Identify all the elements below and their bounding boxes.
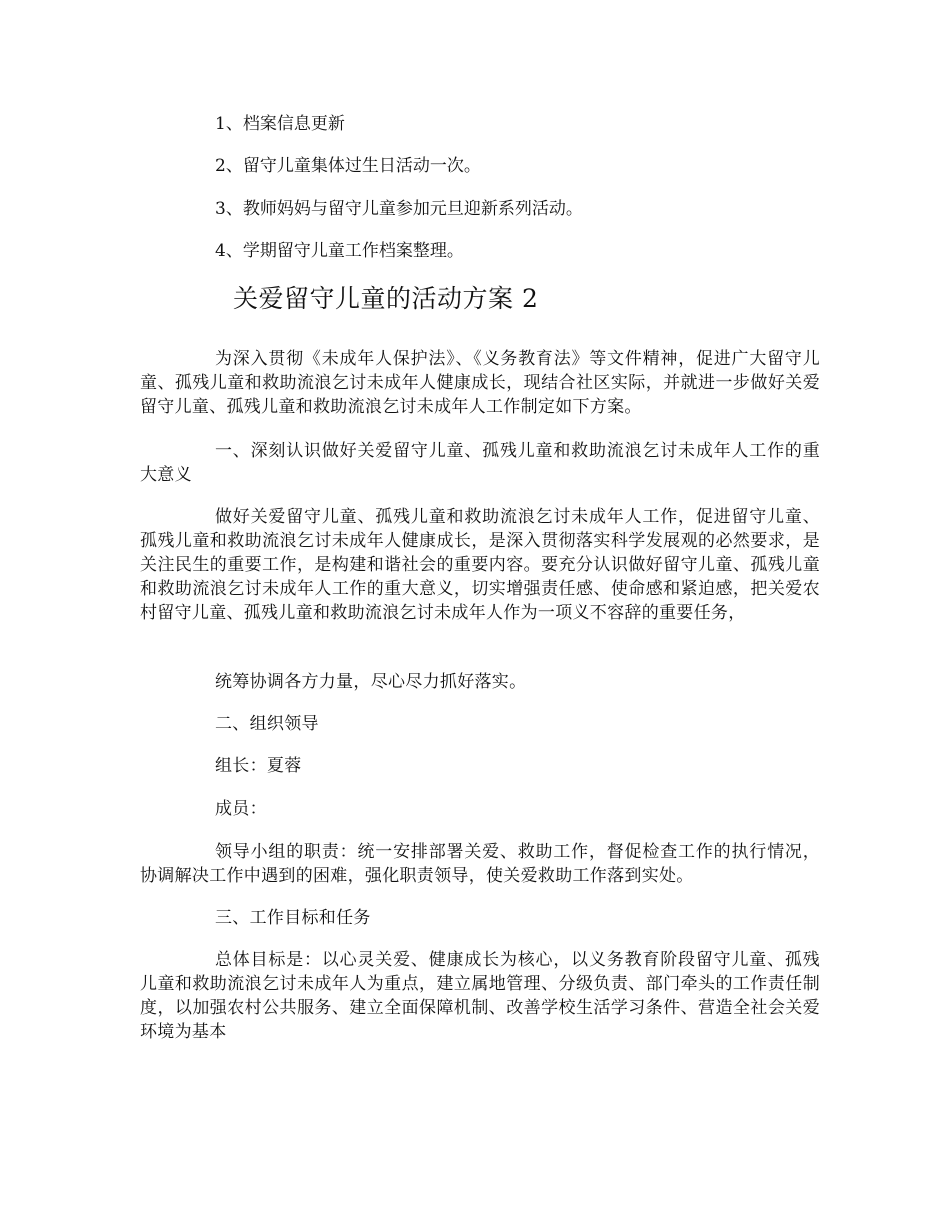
paragraph-significance: 做好关爱留守儿童、孤残儿童和救助流浪乞讨未成年人工作，促进留守儿童、孤残儿童和救助流浪乞讨未成年人健康成长，是深入贯彻落实科学发展观的必然要求，是关注民生的重要工作，是构建和谐社会的重要内容。要充分认识做好留守儿童、孤残儿童和救助流浪乞讨未成年人工作的重大意义，切实增强责任感、使命感和紧迫感，把关爱农村留守儿童、孤残儿童和救助流浪乞讨未成年人作为一项义不容辞的重要任务， bbox=[140, 507, 820, 623]
paragraph-group-leader: 组长：夏蓉 bbox=[215, 756, 302, 776]
list-item-1: 1、档案信息更新 bbox=[215, 114, 345, 134]
paragraph-heading-1: 一、深刻认识做好关爱留守儿童、孤残儿童和救助流浪乞讨未成年人工作的重大意义 bbox=[140, 441, 820, 485]
paragraph-heading-2: 二、组织领导 bbox=[215, 714, 319, 734]
paragraph-heading-3: 三、工作目标和任务 bbox=[215, 908, 371, 928]
paragraph-members: 成员： bbox=[215, 799, 267, 819]
list-item-2: 2、留守儿童集体过生日活动一次。 bbox=[215, 156, 481, 176]
paragraph-intro: 为深入贯彻《未成年人保护法》、《义务教育法》等文件精神，促进广大留守儿童、孤残儿童和救助流浪乞讨未成年人健康成长，现结合社区实际，并就进一步做好关爱留守儿童、孤残儿童和救助流浪乞讨未成年人工作制定如下方案。 bbox=[140, 349, 820, 417]
paragraph-duties: 领导小组的职责：统一安排部署关爱、救助工作，督促检查工作的执行情况，协调解决工作中遇到的困难，强化职责领导，使关爱救助工作落到实处。 bbox=[140, 842, 820, 886]
list-item-4: 4、学期留守儿童工作档案整理。 bbox=[215, 241, 464, 261]
list-item-3: 3、教师妈妈与留守儿童参加元旦迎新系列活动。 bbox=[215, 199, 583, 219]
paragraph-overall-goal: 总体目标是：以心灵关爱、健康成长为核心，以义务教育阶段留守儿童、孤残儿童和救助流浪乞讨未成年人为重点，建立属地管理、分级负责、部门牵头的工作责任制度，以加强农村公共服务、建立全面保障机制、改善学校生活学习条件、营造全社会关爱环境为基本 bbox=[140, 950, 820, 1042]
paragraph-coordination: 统筹协调各方力量，尽心尽力抓好落实。 bbox=[215, 672, 527, 692]
document-title: 关爱留守儿童的活动方案 2 bbox=[233, 284, 539, 313]
